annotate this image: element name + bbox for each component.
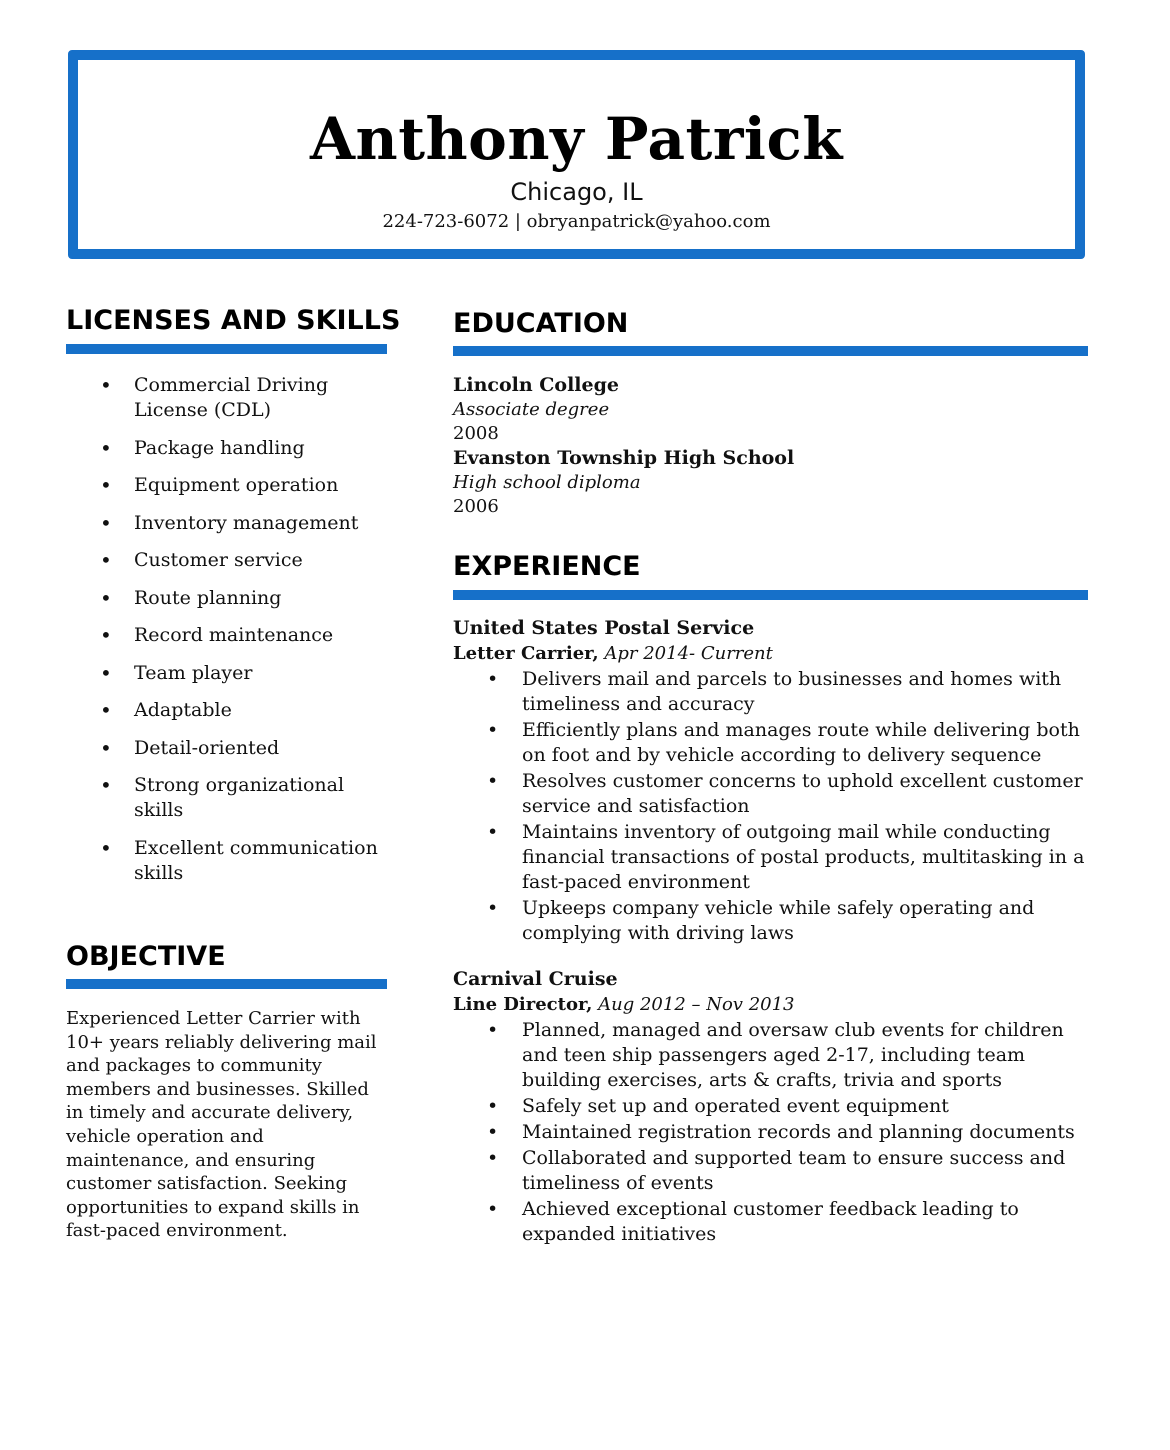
graduation-year: 2006 — [453, 496, 499, 517]
job-title-line — [453, 641, 1093, 667]
job-bullet: • Maintained registration records and planning documents — [453, 1120, 1093, 1145]
candidate-location: Chicago, IL — [510, 178, 643, 206]
skill-item: • Team player — [100, 661, 390, 686]
education-rule — [453, 346, 1088, 356]
objective-heading: OBJECTIVE — [66, 941, 226, 972]
job-bullet: • Safely set up and operated event equipment — [453, 1094, 1093, 1119]
skills-rule — [66, 344, 387, 354]
experience-rule — [453, 590, 1088, 600]
objective-text: Experienced Letter Carrier with 10+ years reliably delivering mail and packages to community members and businesses. Skilled in timely and accurate delivery, vehicle operation and maintenance, and ensuring customer satisfaction. Seeking opportunities to expand skills in fast-paced environment. — [66, 1008, 377, 1242]
job-role: Line Director, — [453, 994, 593, 1015]
education-list — [453, 373, 1093, 519]
job-bullet: • Upkeeps company vehicle while safely operating and complying with driving laws — [453, 896, 1093, 946]
job-bullet: • Planned, managed and oversaw club events for children and teen ship passengers aged 2-17, including team building exercises, arts & crafts, trivia and sports — [453, 1018, 1093, 1093]
job-dates: Aug 2012 – Nov 2013 — [592, 994, 795, 1015]
skill-item: • Strong organizational skills — [100, 773, 390, 823]
candidate-name: Anthony Patrick — [310, 105, 843, 173]
job-bullets — [453, 1018, 1093, 1247]
job-bullet: • Maintains inventory of outgoing mail while conducting financial transactions of postal products, multitasking in a fast-paced environment — [453, 820, 1093, 895]
skills-heading: LICENSES AND SKILLS — [66, 305, 401, 336]
job-role: Letter Carrier, — [453, 643, 599, 664]
education-heading: EDUCATION — [453, 308, 629, 339]
objective-rule — [66, 979, 387, 989]
header-box — [68, 50, 1085, 259]
degree: Associate degree — [453, 399, 610, 420]
job-bullet: • Achieved exceptional customer feedback leading to expanded initiatives — [453, 1197, 1093, 1247]
job-bullet: • Delivers mail and parcels to businesses and homes with timeliness and accuracy — [453, 667, 1093, 717]
job-bullet: • Collaborated and supported team to ensure success and timeliness of events — [453, 1146, 1093, 1196]
school-name: Evanston Township High School — [453, 447, 795, 469]
job-title-line — [453, 992, 1093, 1018]
skill-item: • Excellent communication skills — [100, 836, 390, 886]
skill-item: • Commercial Driving License (CDL) — [100, 373, 390, 423]
skill-item: • Route planning — [100, 586, 390, 611]
skill-item: • Package handling — [100, 436, 390, 461]
education-entry — [453, 373, 1093, 446]
job-entry — [453, 967, 1093, 1248]
company-name: United States Postal Service — [453, 617, 755, 639]
skill-item: • Detail-oriented — [100, 736, 390, 761]
school-name: Lincoln College — [453, 374, 619, 396]
skill-item: • Customer service — [100, 548, 390, 573]
experience-heading: EXPERIENCE — [453, 551, 641, 582]
contact-info: 224-723-6072 | obryanpatrick@yahoo.com — [382, 211, 771, 232]
graduation-year: 2008 — [453, 423, 499, 444]
job-entry — [453, 616, 1093, 947]
skill-item: • Inventory management — [100, 511, 390, 536]
job-bullet: • Resolves customer concerns to uphold excellent customer service and satisfaction — [453, 769, 1093, 819]
job-bullets — [453, 667, 1093, 946]
skill-item: • Record maintenance — [100, 623, 390, 648]
education-entry — [453, 446, 1093, 519]
degree: High school diploma — [453, 472, 641, 493]
job-dates: Apr 2014- Current — [598, 643, 773, 664]
skill-item: • Adaptable — [100, 698, 390, 723]
job-bullet: • Efficiently plans and manages route while delivering both on foot and by vehicle according to delivery sequence — [453, 718, 1093, 768]
skill-item: • Equipment operation — [100, 473, 390, 498]
company-name: Carnival Cruise — [453, 968, 618, 990]
skills-list — [100, 373, 390, 898]
